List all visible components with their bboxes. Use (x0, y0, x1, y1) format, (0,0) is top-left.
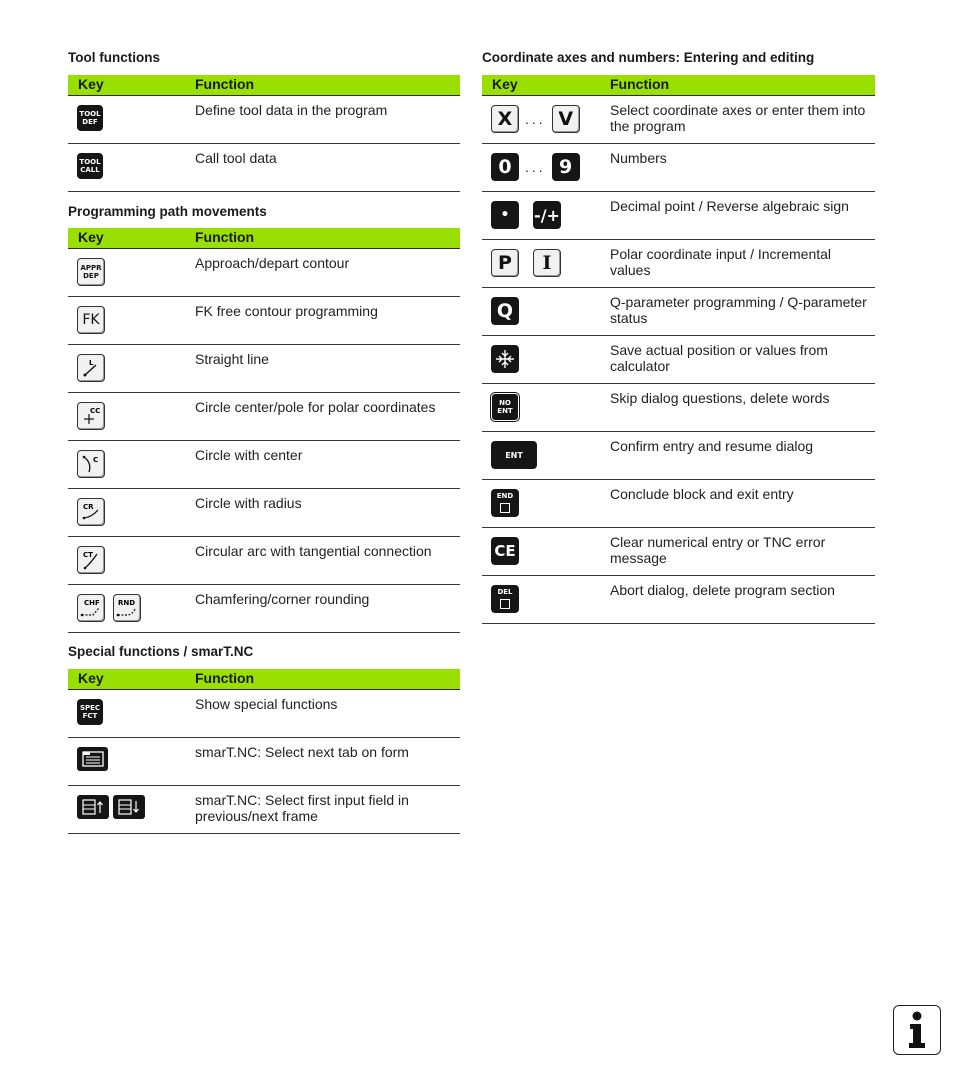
table-row (68, 489, 460, 537)
table-row (482, 576, 875, 624)
function-text: Q-parameter programming / Q-parameter status (610, 294, 867, 326)
spec-fct-key[interactable]: SPEC FCT (77, 699, 103, 725)
table-header (482, 75, 875, 96)
table-row (482, 240, 875, 288)
actual-position-key[interactable] (491, 345, 519, 373)
table-row (482, 144, 875, 192)
circle-with-radius-icon (80, 501, 102, 523)
header-key: Key (78, 76, 104, 92)
table-row (482, 336, 875, 384)
header-function: Function (195, 670, 255, 686)
header-key: Key (78, 670, 104, 686)
end-key[interactable] (491, 489, 519, 517)
v-axis-key[interactable]: V (552, 105, 580, 133)
svg-text:C: C (93, 456, 99, 464)
cr-key[interactable] (77, 498, 105, 526)
section-title-special-functions: Special functions / smarT.NC (68, 644, 254, 659)
function-text: Confirm entry and resume dialog (610, 438, 814, 454)
next-frame-key[interactable] (113, 795, 145, 819)
header-key: Key (78, 229, 104, 245)
range-ellipsis: ... (525, 159, 546, 175)
chamfer-icon (79, 597, 103, 619)
svg-text:L: L (89, 359, 94, 367)
svg-text:CR: CR (83, 503, 94, 511)
c-key[interactable] (77, 450, 105, 478)
tangential-arc-icon (80, 549, 102, 571)
digit-0-key[interactable]: 0 (491, 153, 519, 181)
tool-call-key[interactable]: TOOL CALL (77, 153, 103, 179)
svg-text:CT: CT (83, 551, 93, 559)
section-title-path-movements: Programming path movements (68, 204, 267, 219)
function-text: Numbers (610, 150, 667, 166)
no-ent-key[interactable]: NO ENT (491, 393, 519, 421)
table-row (68, 96, 460, 144)
svg-text:CC: CC (90, 407, 101, 415)
tab-form-icon (81, 750, 105, 768)
sign-key[interactable]: -/+ (533, 201, 561, 229)
info-glyph (902, 1010, 932, 1050)
polar-p-key[interactable]: P (491, 249, 519, 277)
function-text: Polar coordinate input / Incremental values (610, 246, 832, 278)
straight-line-icon (80, 357, 102, 379)
function-text: Circle with center (195, 447, 303, 463)
table-row (68, 345, 460, 393)
ct-key[interactable] (77, 546, 105, 574)
circle-center-icon (80, 405, 102, 427)
function-text: Clear numerical entry or TNC error message (610, 534, 826, 566)
table-row (68, 297, 460, 345)
q-parameter-key[interactable]: Q (491, 297, 519, 325)
function-text: smarT.NC: Select first input field in previous/next frame (195, 792, 409, 824)
table-row (68, 690, 460, 738)
function-text: Save actual position or values from calculator (610, 342, 828, 374)
rnd-key[interactable] (113, 594, 141, 622)
tool-def-key[interactable]: TOOL DEF (77, 105, 103, 131)
header-function: Function (610, 76, 670, 92)
del-key[interactable] (491, 585, 519, 613)
table-row (68, 393, 460, 441)
table-row (68, 441, 460, 489)
table-row (482, 528, 875, 576)
table-row (482, 192, 875, 240)
table-row (482, 96, 875, 144)
function-text: Conclude block and exit entry (610, 486, 794, 502)
actual-position-icon (494, 348, 516, 370)
fk-key[interactable]: FK (77, 306, 105, 334)
rounding-icon (115, 597, 139, 619)
table-row (68, 249, 460, 297)
function-text: smarT.NC: Select next tab on form (195, 744, 409, 760)
del-square-icon (500, 599, 510, 609)
table-row (482, 288, 875, 336)
table-header (68, 669, 460, 690)
info-icon (893, 1005, 941, 1055)
section-title-coordinate-axes: Coordinate axes and numbers: Entering and editing (482, 50, 815, 65)
function-text: Select coordinate axes or enter them into the program (610, 102, 866, 134)
table-row (482, 480, 875, 528)
coordinate-axes-table (482, 75, 875, 624)
prev-frame-key[interactable] (77, 795, 109, 819)
table-row (68, 786, 460, 834)
next-tab-key[interactable] (77, 747, 108, 771)
table-row (68, 144, 460, 192)
x-axis-key[interactable]: X (491, 105, 519, 133)
header-key: Key (492, 76, 518, 92)
function-text: Skip dialog questions, delete words (610, 390, 830, 406)
table-header (68, 228, 460, 249)
function-text: Circular arc with tangential connection (195, 543, 432, 559)
svg-text:RND: RND (118, 599, 136, 607)
table-row (482, 384, 875, 432)
table-row (68, 537, 460, 585)
chf-key[interactable] (77, 594, 105, 622)
function-text: Call tool data (195, 150, 277, 166)
function-text: Decimal point / Reverse algebraic sign (610, 198, 849, 214)
circle-with-center-icon (80, 453, 102, 475)
line-l-key[interactable] (77, 354, 105, 382)
ce-key[interactable]: CE (491, 537, 519, 565)
ent-key[interactable]: ENT (491, 441, 537, 469)
table-row (482, 432, 875, 480)
function-text: Show special functions (195, 696, 338, 712)
section-title-tool-functions: Tool functions (68, 50, 160, 65)
end-square-icon (500, 503, 510, 513)
table-row (68, 738, 460, 786)
incremental-i-key[interactable]: I (533, 249, 561, 277)
function-text: Straight line (195, 351, 269, 367)
appr-dep-key[interactable]: APPR DEP (77, 258, 105, 286)
function-text: Chamfering/corner rounding (195, 591, 370, 607)
frame-down-icon (116, 798, 142, 816)
tool-functions-table (68, 75, 460, 192)
cc-key[interactable] (77, 402, 105, 430)
function-text: FK free contour programming (195, 303, 378, 319)
function-text: Circle with radius (195, 495, 302, 511)
function-text: Approach/depart contour (195, 255, 350, 271)
special-functions-table (68, 669, 460, 834)
svg-text:CHF: CHF (84, 599, 100, 607)
function-text: Abort dialog, delete program section (610, 582, 835, 598)
decimal-point-key[interactable]: • (491, 201, 519, 229)
range-ellipsis: ... (525, 111, 546, 127)
path-movements-table (68, 228, 460, 633)
frame-up-icon (80, 798, 106, 816)
del-key-label: DEL (497, 588, 513, 596)
function-text: Define tool data in the program (195, 102, 388, 118)
digit-9-key[interactable]: 9 (552, 153, 580, 181)
table-row (68, 585, 460, 633)
header-function: Function (195, 76, 255, 92)
header-function: Function (195, 229, 255, 245)
function-text: Circle center/pole for polar coordinates (195, 399, 436, 415)
table-header (68, 75, 460, 96)
end-key-label: END (496, 492, 514, 500)
